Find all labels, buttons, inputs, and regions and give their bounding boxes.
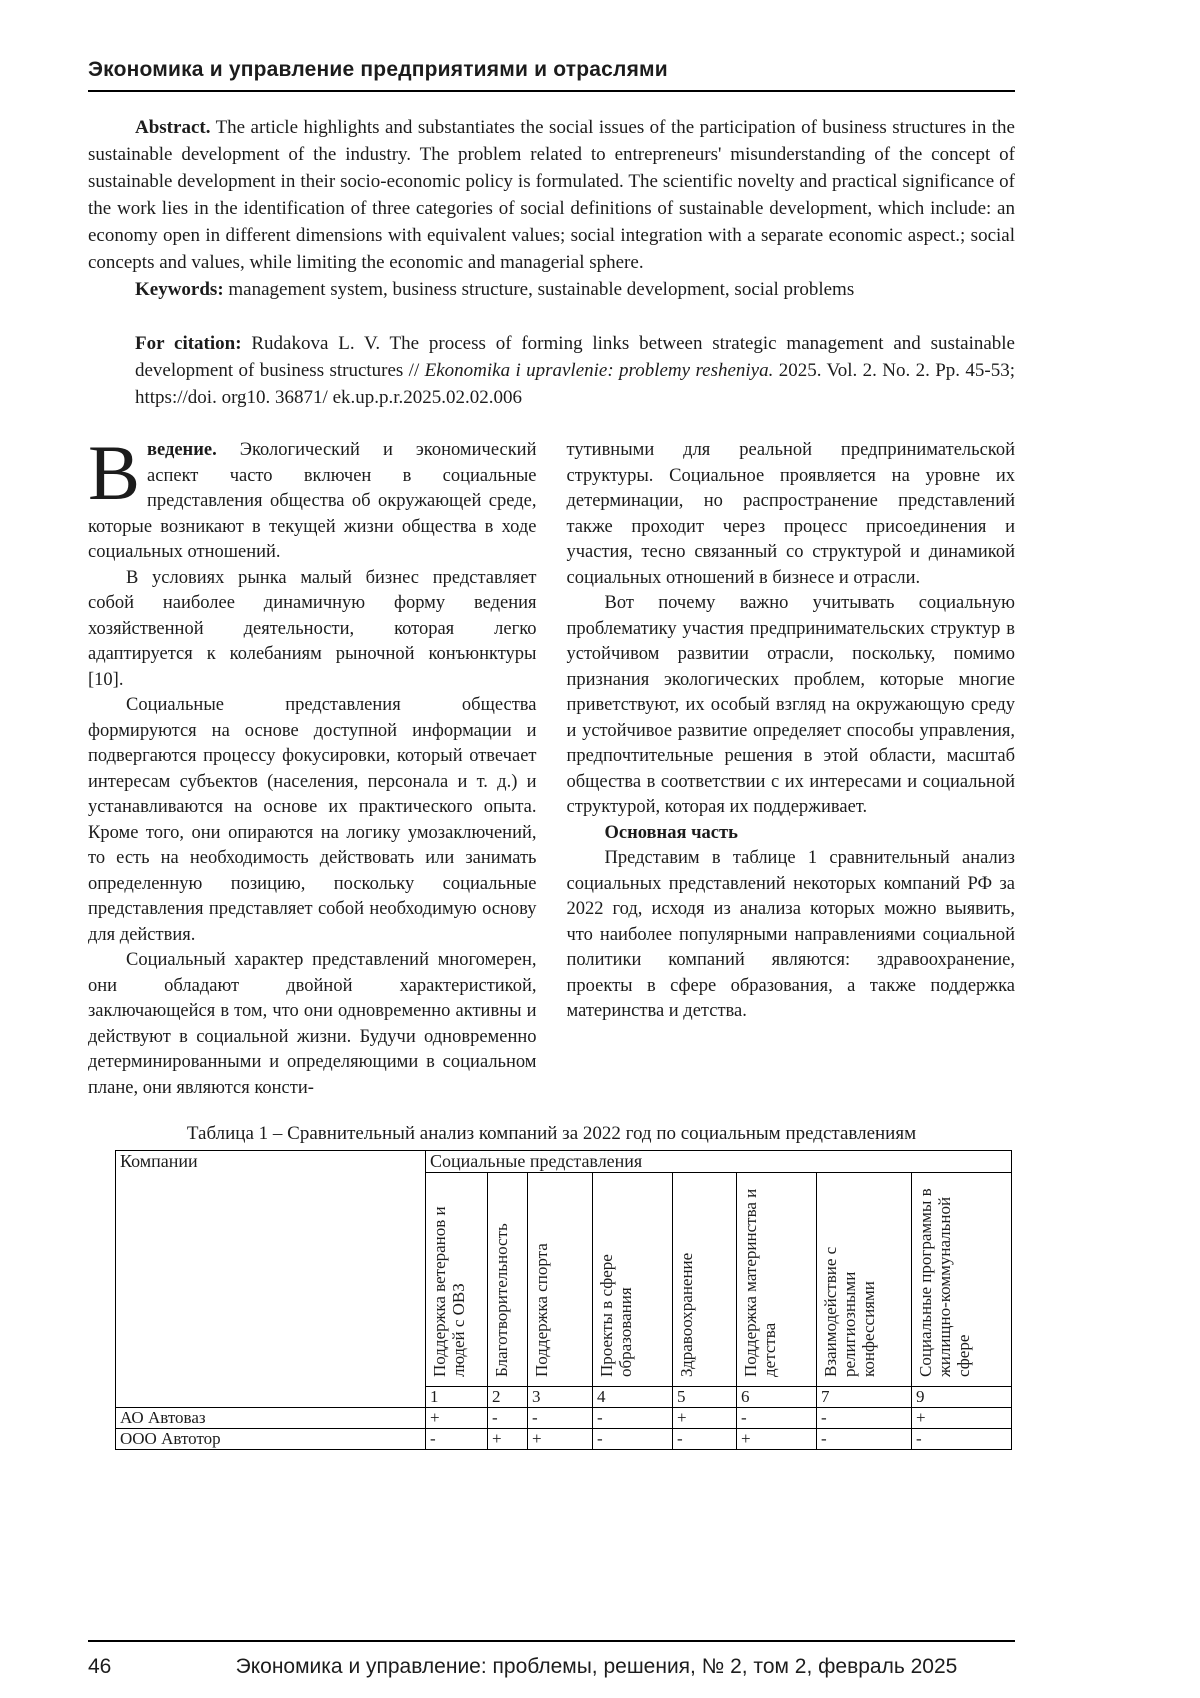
value-cell: + bbox=[912, 1408, 1012, 1429]
section-heading: Основная часть bbox=[604, 822, 738, 843]
column-header-cell bbox=[817, 1173, 912, 1387]
column-header-cell bbox=[528, 1173, 593, 1387]
page-footer bbox=[88, 1640, 1015, 1679]
abstract-text: The article highlights and substantiates the social issues of the participation of business structures in the sustainable development of the industry. The problem related to entrepreneurs' misunderstanding of the concept of sustainable development in their socio-economic policy is formulated. The scientific novelty and practical significance of the work lies in the identification of three categories of social definitions of sustainable development, which include: an economy open in different dimensions with equivalent values; social integration with a separate economic aspect.; social concepts and values, while limiting the economic and managerial sphere. bbox=[88, 117, 1015, 273]
table-row bbox=[116, 1408, 1012, 1429]
table-row bbox=[116, 1429, 1012, 1450]
column-header-label: Поддержка спорта bbox=[532, 1243, 551, 1377]
column-header-cell bbox=[593, 1173, 673, 1387]
citation-text-1: Rudakova L. V. The process of forming links between strategic management and sustainable development of business structures // bbox=[135, 333, 1015, 381]
column-number-cell: 7 bbox=[817, 1387, 912, 1408]
value-cell: - bbox=[817, 1429, 912, 1450]
body-paragraph: Социальный характер представлений многомерен, они обладают двойной характеристикой, заключающейся в том, что они одновременно активны и действуют в социальной жизни. Будучи одновременно детерминированными и определяющими в социальном плане, они являются консти- bbox=[88, 950, 537, 1098]
column-header-label: Поддержка ветеранов и людей с ОВЗ bbox=[430, 1206, 469, 1377]
value-cell: - bbox=[737, 1408, 817, 1429]
citation-label: For citation: bbox=[135, 333, 242, 354]
companies-header-cell: Компании bbox=[116, 1151, 426, 1408]
table-caption: Таблица 1 – Сравнительный анализ компаний за 2022 год по социальным представлениям bbox=[186, 1123, 917, 1144]
body-paragraph: Вот почему важно учитывать социальную проблематику участия предпринимательских структур в устойчивом развитии отрасли, поскольку, помимо признания экологических проблем, которые многие приветствуют, их особый взгляд на окружающую среду и устойчивое развитие определяет способы управления, предпочтительные решения в этой области, масштаб общества в соответствии с их интересами и социальной структурой, которая их поддерживает. bbox=[566, 593, 1015, 817]
body-paragraph: В условиях рынка малый бизнес представляет собой наиболее динамичную форму ведения хозяйственной деятельности, которая легко адаптируется к колебаниям рыночной конъюнктуры [10]. bbox=[88, 567, 537, 690]
journal-footer-line: Экономика и управление: проблемы, решения, № 2, том 2, февраль 2025 bbox=[235, 1655, 958, 1678]
column-header-label: Благотворительность bbox=[492, 1223, 511, 1377]
column-header-label: Поддержка материнства и детства bbox=[741, 1188, 780, 1377]
body-paragraph: Представим в таблице 1 сравнительный анализ социальных представлений некоторых компаний РФ за 2022 год, исходя из анализа которых можно выявить, что наиболее популярными направлениями социальной политики компаний являются: здравоохранение, проекты в сфере образования, а также поддержка материнства и детства. bbox=[566, 848, 1015, 1021]
body-paragraph: Социальные представления общества формируются на основе доступной информации и подвергаются процессу фокусировки, который отвечает интересам субъектов (населения, персонала и т. д.) и устанавливаются на основе их практического опыта. Кроме того, они опираются на логику умозаключений, то есть на необходимость действовать или занимать определенную позицию, поскольку социальные представления представляет собой необходимую основу для действия. bbox=[88, 695, 537, 945]
column-number-cell: 9 bbox=[912, 1387, 1012, 1408]
comparison-table bbox=[115, 1150, 1012, 1450]
value-cell: + bbox=[737, 1429, 817, 1450]
intro-text: Экологический и экономический аспект часто включен в социальные представления общества об окружающей среде, которые возникают в текущей жизни общества в ходе социальных отношений. bbox=[88, 440, 537, 562]
column-header-cell bbox=[426, 1173, 488, 1387]
value-cell: + bbox=[426, 1408, 488, 1429]
column-header-label: Социальные программы в жилищно-коммунальной сфере bbox=[916, 1188, 974, 1377]
keywords-text: management system, business structure, sustainable development, social problems bbox=[223, 279, 855, 300]
column-number-cell: 2 bbox=[488, 1387, 528, 1408]
running-head bbox=[88, 58, 1015, 92]
column-header-label: Взаимодействие с религиозными конфессиями bbox=[821, 1246, 879, 1377]
value-cell: + bbox=[673, 1408, 737, 1429]
intro-lead: ведение. bbox=[147, 440, 217, 460]
value-cell: + bbox=[488, 1429, 528, 1450]
table-header-row bbox=[116, 1151, 1012, 1173]
keywords-label: Keywords: bbox=[135, 279, 224, 300]
intro-paragraph bbox=[88, 429, 537, 566]
page-number: 46 bbox=[88, 1655, 112, 1678]
citation-paragraph bbox=[135, 330, 1015, 411]
column-header-cell bbox=[912, 1173, 1012, 1387]
citation-journal-italic: Ekonomika i upravlenie: problemy resheniya. bbox=[424, 360, 774, 381]
column-number-cell: 5 bbox=[673, 1387, 737, 1408]
value-cell: - bbox=[817, 1408, 912, 1429]
right-column bbox=[567, 438, 1016, 1101]
column-header-cell bbox=[673, 1173, 737, 1387]
value-cell: - bbox=[488, 1408, 528, 1429]
value-cell: + bbox=[528, 1429, 593, 1450]
value-cell: - bbox=[912, 1429, 1012, 1450]
left-column bbox=[88, 429, 537, 1101]
company-name-cell: ООО Автотор bbox=[116, 1429, 426, 1450]
value-cell: - bbox=[593, 1408, 673, 1429]
two-column-body bbox=[88, 429, 1015, 1101]
column-number-cell: 6 bbox=[737, 1387, 817, 1408]
column-number-cell: 1 bbox=[426, 1387, 488, 1408]
column-header-label: Проекты в сфере образования bbox=[597, 1254, 636, 1377]
drop-cap: В bbox=[88, 429, 141, 516]
company-name-cell: АО Автоваз bbox=[116, 1408, 426, 1429]
column-number-cell: 3 bbox=[528, 1387, 593, 1408]
abstract-label: Abstract. bbox=[135, 117, 211, 138]
abstract-paragraph bbox=[88, 114, 1015, 276]
keywords-line bbox=[88, 276, 1015, 303]
column-number-cell: 4 bbox=[593, 1387, 673, 1408]
column-header-label: Здравоохранение bbox=[677, 1252, 696, 1377]
value-cell: - bbox=[426, 1429, 488, 1450]
body-paragraph-continuation: тутивными для реальной предпринимательской структуры. Социальное проявляется на уровне их детерминации, но распространение представлений также проходит через процесс присоединения и участия, тесно связанный со структурой и динамикой социальных отношений в бизнесе и отрасли. bbox=[566, 440, 1015, 588]
citation-text-2: 2025. Vol. 2. No. 2. Pp. 45-53; https://doi. org10. 36871/ ek.up.p.r.2025.02.02.006 bbox=[135, 360, 1016, 408]
column-header-cell bbox=[488, 1173, 528, 1387]
value-cell: - bbox=[528, 1408, 593, 1429]
column-header-cell bbox=[737, 1173, 817, 1387]
value-cell: - bbox=[673, 1429, 737, 1450]
group-header-cell: Социальные представления bbox=[426, 1151, 1012, 1173]
section-title: Экономика и управление предприятиями и отраслями bbox=[88, 58, 668, 81]
value-cell: - bbox=[593, 1429, 673, 1450]
